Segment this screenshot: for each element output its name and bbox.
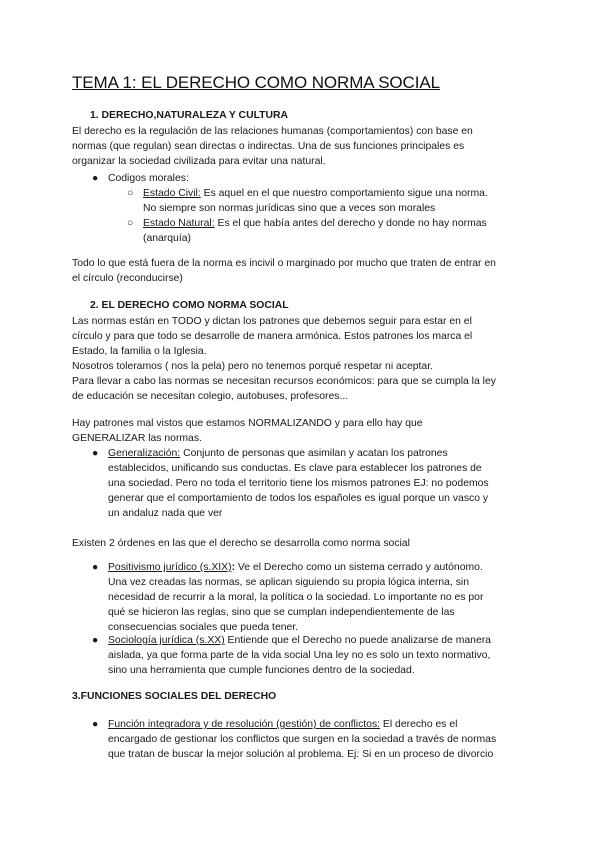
term-estado-natural: Estado Natural: <box>143 218 215 229</box>
list-item-text: qué se hicieron las reglas, sino que se cumplan independientemente de las <box>108 607 455 618</box>
list-item-text: que tratan de buscar la mejor solución al problema. Ej: Si en un proceso de divorcio <box>108 749 494 760</box>
paragraph-line: Todo lo que está fuera de la norma es incivil o marginado por mucho que traten de entrar en <box>72 258 496 269</box>
circle-bullet-icon: ○ <box>127 188 134 199</box>
list-item-text: una sociedad. Pero no toda el territorio tiene los mismos patrones EJ: no podemos <box>108 478 489 489</box>
paragraph-line: Estado, la familia o la Iglesia. <box>72 346 207 357</box>
paragraph-line: el círculo (reconducirse) <box>72 273 183 284</box>
list-item-text: consecuencias sociales que pueda tener. <box>108 622 299 633</box>
bullet-icon: ● <box>92 635 99 646</box>
list-item-text: No siempre son normas jurídicas sino que a veces son morales <box>143 203 436 214</box>
section-2-paragraph-3 <box>72 536 532 551</box>
list-item-text: Una vez creadas las normas, se aplican siguiendo su propia lógica interna, sin <box>108 577 469 588</box>
term-estado-civil: Estado Civil: <box>143 188 201 199</box>
term-positivismo: Positivismo jurídico (s.XIX) <box>108 562 232 573</box>
list-item-text: (anarquía) <box>143 233 191 244</box>
paragraph-line: GENERALIZAR las normas. <box>72 433 202 444</box>
term-generalizacion: Generalización: <box>108 448 181 459</box>
list-item-text: generar que el comportamiento de todos los españoles es igual porque un vasco y <box>108 493 489 504</box>
list-item-text: Codigos morales: <box>108 173 189 184</box>
page-title: TEMA 1: EL DERECHO COMO NORMA SOCIAL <box>72 73 440 92</box>
circle-bullet-icon: ○ <box>127 218 134 229</box>
term-funcion-integradora: Función integradora y de resolución (gestión) de conflictos: <box>108 719 381 730</box>
paragraph-line: Existen 2 órdenes en las que el derecho se desarrolla como norma social <box>72 538 410 549</box>
section-2-paragraph-2 <box>72 416 532 446</box>
section-1-intro <box>72 124 532 169</box>
paragraph-line: círculo y para que todo se desarrolle de manera armónica. Estos patrones los marca el <box>72 331 473 342</box>
paragraph-line: organizar la sociedad civilizada para evitar una natural. <box>72 156 326 167</box>
list-item-text: encargado de gestionar los conflictos que surgen en la sociedad a través de normas <box>108 734 497 745</box>
paragraph-line: El derecho es la regulación de las relaciones humanas (comportamientos) con base en <box>72 126 473 137</box>
bullet-icon: ● <box>92 562 99 573</box>
paragraph-line: normas (que regulan) sean directas o indirectas. Una de sus funciones principales es <box>72 141 465 152</box>
paragraph-line: Las normas están en TODO y dictan los patrones que debemos seguir para estar en el <box>72 316 472 327</box>
section-2-paragraph-1 <box>72 314 532 404</box>
term-sociologia: Sociología jurídica (s.XX) <box>108 635 225 646</box>
bullet-icon: ● <box>92 173 99 184</box>
list-item-text: establecidos, unificando sus conductas. Es clave para establecer los patrones de <box>108 463 482 474</box>
paragraph-line: Para llevar a cabo las normas se necesitan recursos económicos: para que se cumpla la ley <box>72 376 496 387</box>
document-page: TEMA 1: EL DERECHO COMO NORMA SOCIAL 1. DERECHO,NATURALEZA Y CULTURA El derecho es la regulación de las relaciones humanas (comportamientos) con base en normas (que regulan) sean directas o indirectas. Una de sus funciones principales es organizar la sociedad civilizada para evitar una natural. ● Codigos morales: ○ Estado Civil: Es aquel en el que nuestro comportamiento sigue una norma. No siempre son normas jurídicas sino que a veces son morales ○ Estado Natural: Es el que había antes del derecho y donde no hay normas (anarquía) Todo lo que está fuera de la norma es incivil o marginado por mucho que traten de entrar en el círculo (reconducirse) 2. EL DERECHO COMO NORMA SOCIAL Las normas están en TODO y dictan los patrones que debemos seguir para estar en el círculo y para que todo se desarrolle de manera armónica. Estos patrones los marca el Estado, la familia o la Iglesia. Nosotros toleramos ( nos la pela) pero no tenemos porqué respetar ni aceptar. Para llevar a cabo las normas se necesitan recursos económicos: para que se cumpla la ley de educación se necesitan colegio, autobuses, profesores... Hay patrones mal vistos que estamos NORMALIZANDO y para ello hay que GENERALIZAR las normas. ● Generalización: Conjunto de personas que asimilan y acatan los patrones establecidos, unificando sus conductas. Es clave para establecer los patrones de una sociedad. Pero no toda el territorio tiene los mismos patrones EJ: no podemos generar que el comportamiento de todos los españoles es igual porque un vasco y un andaluz nada que ver Existen 2 órdenes en las que el derecho se desarrolla como norma social ● Positivismo jurídico (s.XIX): Ve el Derecho como un sistema cerrado y autónomo. Una vez creadas las normas, se aplican siguiendo su propia lógica interna, sin necesidad de recurrir a la moral, la política o la sociedad. Lo importante no es por qué se hicieron las reglas, sino que se cumplan independientemente de las consecuencias sociales que pueda tener. ● Sociología jurídica (s.XX) Entiende que el Derecho no puede analizarse de manera aislada, ya que forma parte de la vida social Una ley no es solo un texto normativo, sino una herramienta que cumple funciones dentro de la sociedad. 3.FUNCIONES SOCIALES DEL DERECHO ● Función integradora y de resolución (gestión) de conflictos: El derecho es el encargado de gestionar los conflictos que surgen en la sociedad a través de normas que tratan de buscar la mejor solución al problema. Ej: Si en un proceso de divorcio <box>0 0 600 848</box>
list-item-text: aislada, ya que forma parte de la vida social Una ley no es solo un texto normativo, <box>108 650 491 661</box>
list-item-text: necesidad de recurrir a la moral, la política o la sociedad. Lo importante no es por <box>108 592 484 603</box>
paragraph-line: de educación se necesitan colegio, autobuses, profesores... <box>72 391 349 402</box>
list-item-text: un andaluz nada que ver <box>108 508 223 519</box>
paragraph-line: Hay patrones mal vistos que estamos NORMALIZANDO y para ello hay que <box>72 418 423 429</box>
section-1-heading: 1. DERECHO,NATURALEZA Y CULTURA <box>90 110 289 121</box>
list-item-text: sino una herramienta que cumple funciones dentro de la sociedad. <box>108 665 415 676</box>
bullet-icon: ● <box>92 448 99 459</box>
section-2-heading: 2. EL DERECHO COMO NORMA SOCIAL <box>90 300 289 311</box>
section-3-heading: 3.FUNCIONES SOCIALES DEL DERECHO <box>72 691 277 702</box>
paragraph-line: Nosotros toleramos ( nos la pela) pero no tenemos porqué respetar ni aceptar. <box>72 361 433 372</box>
bullet-icon: ● <box>92 719 99 730</box>
section-1-outro <box>72 256 532 286</box>
